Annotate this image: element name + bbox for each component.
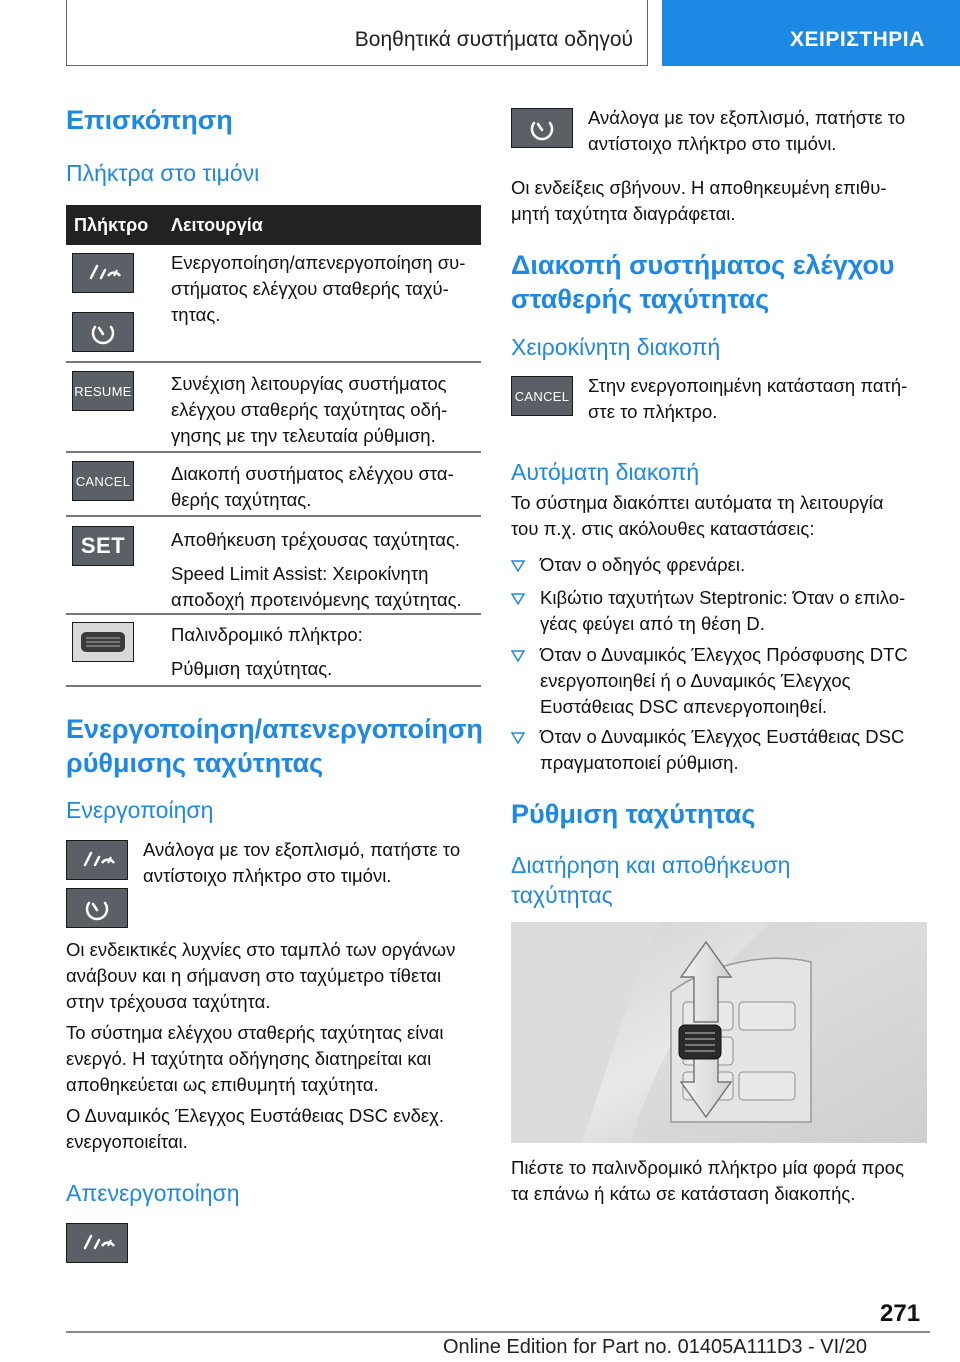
subtitle-steering-keys: Πλήκτρα στο τιμόνι — [66, 160, 260, 186]
activation-paragraph-1: Οι ενδεικτικές λυχνίες στο ταμπλό των οργάνων ανάβουν και η σήμανση στο ταχύμετρο τίθεται στην τρέχουσα ταχύτητα. — [66, 939, 456, 1012]
page-number: 271 — [880, 1300, 921, 1327]
photo-caption: Πιέστε το παλινδρομικό πλήκτρο μία φορά προς τα επάνω ή κάτω σε κατάσταση διακοπής. — [511, 1157, 904, 1204]
steering-wheel-rocker-photo — [511, 922, 927, 1143]
header-chapter: Βοηθητικά συστήματα οδηγού — [354, 28, 633, 51]
header-section: ΧΕΙΡΙΣΤΗΡΙΑ — [790, 28, 925, 51]
speedometer-key-icon — [72, 312, 134, 352]
subtitle-deactivation: Απενεργοποίηση — [66, 1180, 240, 1206]
header-section-tab[interactable] — [662, 0, 960, 66]
cancel-key-icon: CANCEL — [511, 376, 573, 416]
title-interrupt: Διακοπή συστήματος ελέγχου σταθερής ταχύτητας — [511, 250, 895, 314]
bullet-triangle-icon — [511, 585, 527, 611]
table-divider — [66, 613, 481, 615]
list-item: Κιβώτιο ταχυτήτων Steptronic: Όταν ο επιλο- γέας φεύγει από τη θέση D. — [540, 587, 906, 634]
cruise-toggle-key-icon — [66, 1223, 128, 1263]
activation-key-text: Ανάλογα με τον εξοπλισμό, πατήστε το αντίστοιχο πλήκτρο στο τιμόνι. — [143, 839, 461, 886]
set-key-icon: SET — [72, 526, 134, 566]
list-item: Όταν ο οδηγός φρενάρει. — [540, 554, 746, 575]
subtitle-keep-store-speed: Διατήρηση και αποθήκευση ταχύτητας — [511, 852, 791, 908]
cruise-toggle-key-icon — [66, 840, 128, 880]
subtitle-auto-interrupt: Αυτόματη διακοπή — [511, 459, 700, 485]
cruise-toggle-key-icon — [72, 253, 134, 293]
header-chapter-box — [66, 0, 648, 66]
resume-key-icon: RESUME — [72, 371, 134, 411]
row1-text: Ενεργοποίηση/απενεργοποίηση συ- στήματος ελέγχου σταθερής ταχύ- τητας. — [171, 252, 466, 325]
speedometer-key-icon — [511, 108, 573, 148]
title-speed-setting: Ρύθμιση ταχύτητας — [511, 799, 756, 829]
deactivation-key-text: Ανάλογα με τον εξοπλισμό, πατήστε το αντίστοιχο πλήκτρο στο τιμόνι. — [588, 107, 906, 154]
table-divider — [66, 361, 481, 363]
table-divider — [66, 515, 481, 517]
row5-text: Παλινδρομικό πλήκτρο: Ρύθμιση ταχύτητας. — [171, 624, 363, 679]
footer-divider — [66, 1331, 930, 1333]
manual-interrupt-text: Στην ενεργοποιημένη κατάσταση πατή- στε το πλήκτρο. — [588, 375, 908, 422]
row3-text: Διακοπή συστήματος ελέγχου στα- θερής ταχύτητας. — [171, 463, 454, 510]
table-divider — [66, 685, 481, 687]
bullet-triangle-icon — [511, 552, 527, 578]
table-header-key: Πλήκτρο — [74, 215, 149, 235]
bullet-triangle-icon — [511, 642, 527, 668]
subtitle-activation: Ενεργοποίηση — [66, 797, 214, 823]
list-item: Όταν ο Δυναμικός Έλεγχος Πρόσφυσης DTC ενεργοποιηθεί ή ο Δυναμικός Έλεγχος Ευστάθειας DSC απενεργοποιηθεί. — [540, 644, 908, 717]
table-divider — [66, 451, 481, 453]
subtitle-manual-interrupt: Χειροκίνητη διακοπή — [511, 334, 721, 360]
title-activation: Ενεργοποίηση/απενεργοποίηση ρύθμισης ταχύτητας — [66, 714, 483, 778]
activation-paragraph-2: Το σύστημα ελέγχου σταθερής ταχύτητας είναι ενεργό. Η ταχύτητα οδήγησης διατηρείται και αποθηκεύεται ως επιθυμητή ταχύτητα. — [66, 1022, 444, 1095]
row4-text: Αποθήκευση τρέχουσας ταχύτητας. Speed Limit Assist: Χειροκίνητη αποδοχή προτεινόμενης ταχύτητας. — [171, 529, 462, 610]
row2-text: Συνέχιση λειτουργίας συστήματος ελέγχου σταθερής ταχύτητας οδή- γησης με την τελευταία ρύθμιση. — [171, 373, 448, 446]
table-header-function: Λειτουργία — [171, 215, 263, 235]
bullet-triangle-icon — [511, 724, 527, 750]
deactivation-paragraph: Οι ενδείξεις σβήνουν. Η αποθηκευμένη επιθυ- μητή ταχύτητα διαγράφεται. — [511, 177, 887, 224]
cancel-key-icon: CANCEL — [72, 461, 134, 501]
table-header — [66, 205, 481, 245]
footer-edition: Online Edition for Part no. 01405A111D3 - VI/20 — [443, 1336, 867, 1358]
rocker-switch-key-icon — [72, 622, 134, 662]
list-item: Όταν ο Δυναμικός Έλεγχος Ευστάθειας DSC πραγματοποιεί ρύθμιση. — [540, 726, 905, 773]
auto-interrupt-text: Το σύστημα διακόπτει αυτόματα τη λειτουργία του π.χ. στις ακόλουθες καταστάσεις: — [511, 492, 884, 539]
title-overview: Επισκόπηση — [66, 105, 233, 135]
activation-paragraph-3: Ο Δυναμικός Έλεγχος Ευστάθειας DSC ενδεχ. ενεργοποιείται. — [66, 1105, 444, 1152]
speedometer-key-icon — [66, 888, 128, 928]
